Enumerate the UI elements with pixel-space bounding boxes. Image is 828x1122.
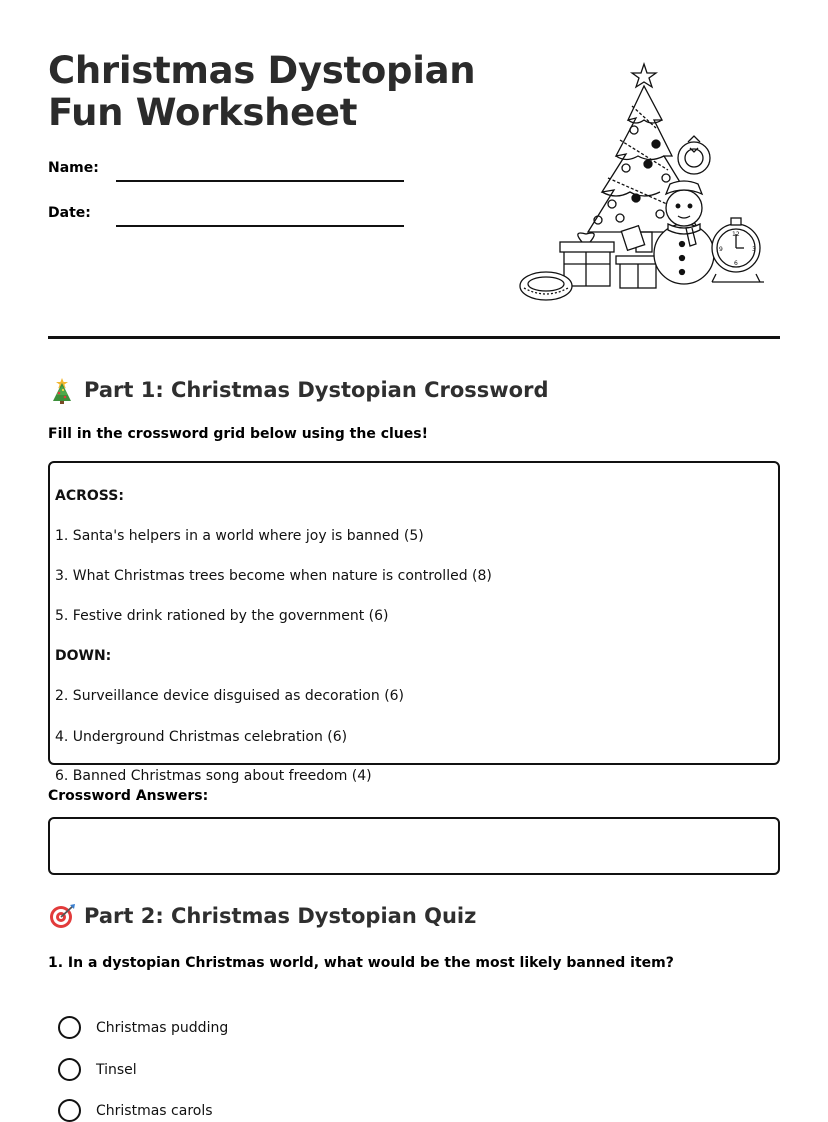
header-divider bbox=[48, 336, 780, 339]
christmas-tree-icon bbox=[48, 376, 76, 404]
name-field[interactable] bbox=[116, 180, 404, 182]
across-label: ACROSS: bbox=[55, 488, 124, 504]
title-line-1: Christmas Dystopian bbox=[48, 49, 476, 92]
down-clue: 4. Underground Christmas celebration (6) bbox=[55, 729, 348, 745]
quiz-question-1: 1. In a dystopian Christmas world, what would be the most likely banned item? bbox=[48, 955, 674, 971]
crossword-instructions: Fill in the crossword grid below using the clues! bbox=[48, 426, 428, 442]
down-clue: 6. Banned Christmas song about freedom (4) bbox=[55, 768, 372, 784]
quiz-option[interactable] bbox=[58, 1099, 213, 1122]
svg-text:6: 6 bbox=[734, 260, 738, 267]
crossword-answers-input[interactable] bbox=[48, 817, 780, 875]
christmas-scene-illustration bbox=[516, 58, 770, 308]
part2-heading bbox=[48, 902, 476, 930]
title-line-2: Fun Worksheet bbox=[48, 91, 358, 134]
direct-hit-target-icon bbox=[48, 902, 76, 930]
radio-button[interactable] bbox=[58, 1016, 81, 1039]
across-clue: 1. Santa's helpers in a world where joy is banned (5) bbox=[55, 528, 424, 544]
quiz-option[interactable] bbox=[58, 1016, 228, 1039]
date-field[interactable] bbox=[116, 225, 404, 227]
option-label: Christmas pudding bbox=[96, 1019, 229, 1036]
svg-text:12: 12 bbox=[732, 231, 740, 238]
radio-button[interactable] bbox=[58, 1099, 81, 1122]
down-clue: 2. Surveillance device disguised as decoration (6) bbox=[55, 688, 405, 704]
name-label: Name: bbox=[48, 160, 99, 176]
worksheet-title bbox=[48, 50, 508, 134]
quiz-option[interactable] bbox=[58, 1058, 137, 1081]
option-label: Christmas carols bbox=[96, 1102, 213, 1119]
date-label: Date: bbox=[48, 205, 91, 221]
option-label: Tinsel bbox=[96, 1061, 137, 1078]
svg-text:9: 9 bbox=[719, 246, 723, 253]
svg-text:3: 3 bbox=[752, 246, 756, 253]
down-label: DOWN: bbox=[55, 648, 112, 664]
crossword-answers-label: Crossword Answers: bbox=[48, 788, 209, 804]
across-clue: 5. Festive drink rationed by the government (6) bbox=[55, 608, 389, 624]
radio-button[interactable] bbox=[58, 1058, 81, 1081]
part1-heading bbox=[48, 376, 549, 404]
part1-heading-text: Part 1: Christmas Dystopian Crossword bbox=[84, 378, 549, 402]
across-clue: 3. What Christmas trees become when nature is controlled (8) bbox=[55, 568, 492, 584]
part2-heading-text: Part 2: Christmas Dystopian Quiz bbox=[84, 904, 477, 928]
